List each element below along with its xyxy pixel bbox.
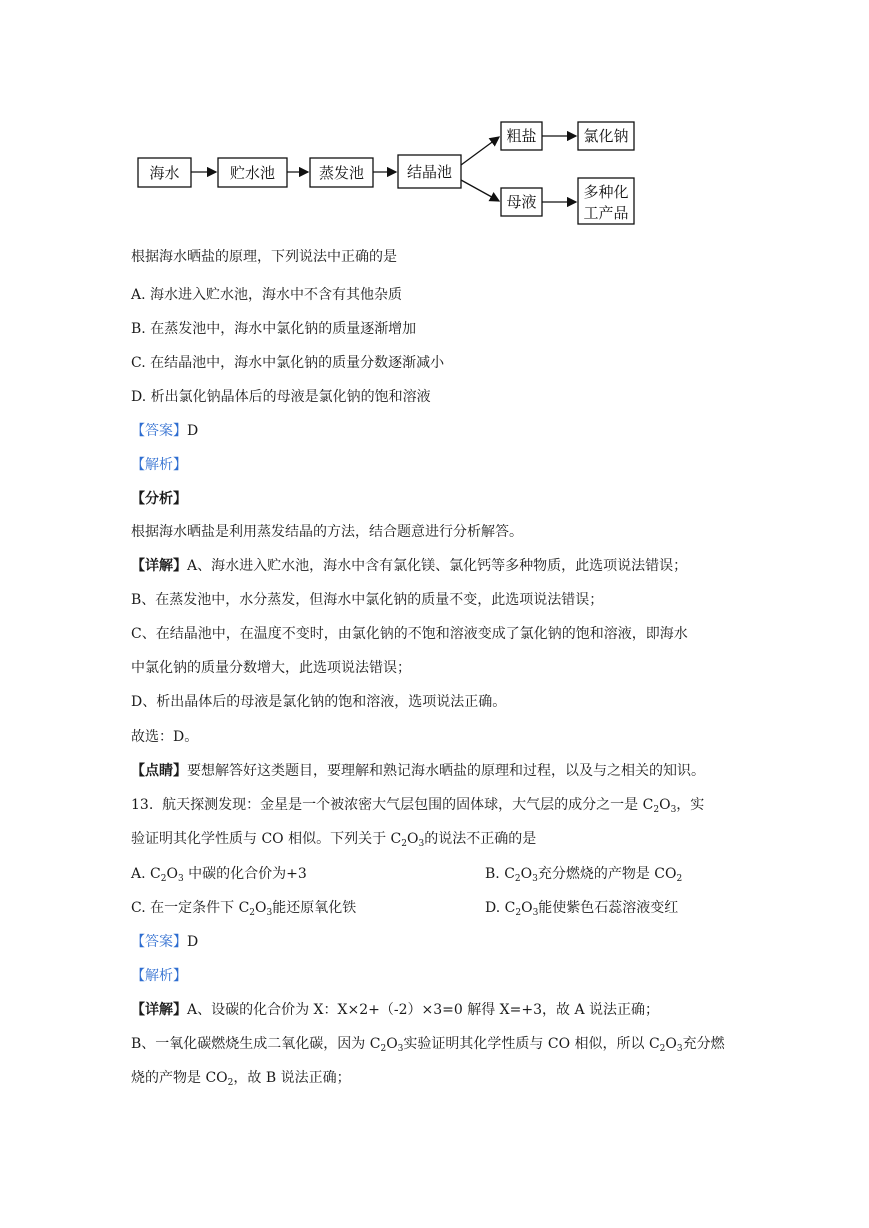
label-crude-salt: 粗盐 [506,127,537,145]
detail-b1-b: 实验证明其化学性质与 CO 相似，所以 C [403,1036,660,1052]
label-crystallization: 结晶池 [406,163,453,181]
q12-fenxi: 根据海水晒盐是利用蒸发结晶的方法，结合题意进行分析解答。 [131,524,523,540]
label-chem-line2: 工产品 [583,204,629,222]
q13-stem-line1 [131,795,704,815]
o-letter: O [166,866,178,882]
detail-a-text: A、设碳的化合价为 X：X×2+（-2）×3=0 解得 X=+3，故 A 说法正确； [187,1002,660,1018]
opt-c-text: 能还原氧化铁 [272,900,357,916]
sub: 3 [670,805,677,815]
sub: 2 [659,1044,666,1054]
o-letter: O [521,900,533,916]
sub: 2 [676,874,683,884]
o-letter: O [520,866,533,882]
q12-detail-b: B、在蒸发池中，水分蒸发，但海水中氯化钠的质量不变，此选项说法错误； [131,592,604,608]
q13-detail-b1 [131,1034,725,1054]
q12-stem: 根据海水晒盐的原理，下列说法中正确的是 [131,249,397,265]
detail-b1-c: 充分燃 [682,1036,725,1052]
sub: 3 [532,908,539,918]
o-letter: O [665,1036,677,1052]
q12-option-b: B. 在蒸发池中，海水中氯化钠的质量逐渐增加 [131,321,417,337]
q13-option-d [485,898,678,918]
detail-tag: 【详解】 [131,1002,187,1018]
label-mother-liquor: 母液 [506,193,537,211]
q13-option-c [131,898,356,918]
q12-detail-d: D、析出晶体后的母液是氯化钠的饱和溶液，选项说法正确。 [131,694,507,710]
sub: 2 [249,908,256,918]
arrow-to-crude-salt [461,137,499,165]
detail-b2-b: ，故 B 说法正确； [233,1070,351,1086]
opt-a-text: 中碳的化合价为+3 [183,866,307,882]
q13-stem-line2 [131,829,536,849]
opt-d-prefix: D. C [485,900,516,916]
sub: 3 [397,1044,404,1054]
sub: 3 [266,908,273,918]
detail-tag: 【详解】 [131,558,187,574]
detail-a-text: A、海水进入贮水池，海水中含有氯化镁、氯化钙等多种物质，此选项说法错误； [187,558,688,574]
arrow-to-mother-liquor [461,180,499,201]
q13-detail-b2 [131,1068,351,1088]
q12-analysis-tag: 【解析】 [131,457,187,473]
sub: 2 [653,805,660,815]
q12-option-d: D. 析出氯化钠晶体后的母液是氯化钠的饱和溶液 [131,389,431,405]
opt-c-prefix: C. 在一定条件下 C [131,900,250,916]
sub: 2 [515,908,522,918]
q13-number: 13. [131,797,154,813]
q13-option-a [131,864,307,884]
opt-b-prefix: B. C [485,866,515,882]
answer-value: D [187,934,199,950]
q13-answer [131,932,198,952]
point-tag: 【点睛】 [131,763,187,779]
seawater-salt-flowchart [0,0,869,240]
o-letter: O [255,900,267,916]
sub: 3 [177,874,184,884]
q13-stem1-a: 航天探测发现：金星是一个被浓密大气层包围的固体球，大气层的成分之一是 C [162,797,654,813]
q13-stem1-c: ，实 [676,797,705,813]
label-nacl: 氯化钠 [583,127,629,145]
sub: 3 [418,839,425,849]
q12-detail-c2: 中氯化钠的质量分数增大，此选项说法错误； [131,660,411,676]
label-chem-line1: 多种化 [583,183,629,201]
label-seawater: 海水 [149,164,180,182]
opt-a-prefix: A. C [131,866,161,882]
sub: 2 [514,874,521,884]
q13-stem2-b: O [407,831,419,847]
q13-detail-a [131,1000,659,1020]
detail-b1-a: B、一氧化碳燃烧生成二氧化碳，因为 C [131,1036,381,1052]
q12-option-c: C. 在结晶池中，海水中氯化钠的质量分数逐渐减小 [131,355,445,371]
q12-answer [131,421,198,441]
point-text: 要想解答好这类题目，要理解和熟记海水晒盐的原理和过程，以及与之相关的知识。 [187,763,705,779]
opt-b-text: 充分燃烧的产物是 CO [537,866,677,882]
q12-option-a: A. 海水进入贮水池，海水中不含有其他杂质 [131,287,403,303]
q13-analysis-tag: 【解析】 [131,968,187,984]
sub: 3 [676,1044,683,1054]
answer-tag: 【答案】 [131,934,187,950]
q13-stem2-a: 验证明其化学性质与 CO 相似。下列关于 C [131,831,402,847]
o-letter: O [386,1036,398,1052]
sub: 3 [532,874,538,884]
q13-stem2-c: 的说法不正确的是 [424,831,537,847]
q13-option-b [485,864,682,884]
answer-tag: 【答案】 [131,423,187,439]
sub: 2 [227,1078,234,1088]
q12-fenxi-tag: 【分析】 [131,491,187,507]
q12-point [131,761,705,781]
q12-choose: 故选：D。 [131,729,199,745]
detail-b2-a: 烧的产物是 CO [131,1070,228,1086]
label-storage: 贮水池 [229,164,276,182]
q12-detail-c1: C、在结晶池中，在温度不变时，由氯化钠的不饱和溶液变成了氯化钠的饱和溶液，即海水 [131,626,688,642]
q12-detail-a [131,556,687,576]
label-evaporation: 蒸发池 [318,164,365,182]
opt-d-text: 能使紫色石蕊溶液变红 [538,900,679,916]
q13-stem1-b: O [659,797,671,813]
sub: 2 [401,839,407,849]
sub: 2 [160,874,167,884]
sub: 2 [380,1044,387,1054]
answer-value: D [187,423,199,439]
